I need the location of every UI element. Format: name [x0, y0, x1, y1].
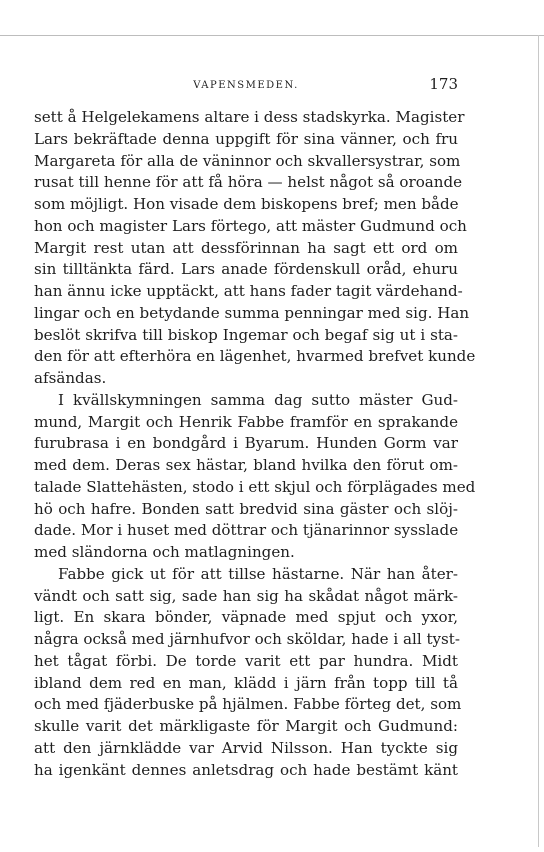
text-line: Lars bekräftade denna uppgift för sina vänner, och fru	[34, 129, 458, 148]
text-line: sin tilltänkta färd. Lars anade fördenskull oråd, ehuru	[34, 260, 458, 279]
running-title: VAPENSMEDEN.	[193, 80, 299, 91]
text-line: hon och magister Lars förtego, att mäster Gudmund och	[34, 216, 467, 235]
paragraph-end-line: med sländorna och matlagningen.	[34, 543, 295, 561]
text-line: mund, Margit och Henrik Fabbe framför en sprakande	[34, 412, 458, 431]
text-line: beslöt skrifva till biskop Ingemar och begaf sig ut i sta-	[34, 325, 458, 344]
text-line: ha igenkänt dennes anletsdrag och hade bestämt känt	[34, 760, 458, 779]
page-number: 173	[429, 75, 458, 93]
body-text	[34, 107, 476, 781]
text-line: het tågat förbi. De torde varit ett par hundra. Midt	[34, 651, 458, 670]
text-line: ibland dem red en man, klädd i järn från topp till tå	[34, 673, 458, 692]
text-line: talade Slattehästen, stodo i ett skjul och förplägades med	[34, 477, 476, 496]
text-line: några också med järnhufvor och sköldar, hade i all tyst-	[34, 630, 460, 648]
scan-border-top	[0, 35, 544, 36]
text-line: sett å Helgelekamens altare i dess stadskyrka. Magister	[34, 108, 465, 126]
paragraph-end-line: afsändas.	[34, 369, 107, 387]
text-line: ligt. En skara bönder, väpnade med spjut och yxor,	[34, 608, 458, 627]
text-line: med dem. Deras sex hästar, bland hvilka den förut om-	[34, 456, 458, 474]
text-line: som möjligt. Hon visade dem biskopens bref; men både	[34, 195, 459, 213]
text-line: Margit rest utan att dessförinnan ha sagt ett ord om	[34, 238, 458, 257]
paragraph-start-line: I kvällskymningen samma dag sutto mäster Gud-	[58, 390, 458, 409]
text-line: furubrasa i en bondgård i Byarum. Hunden Gorm var	[34, 434, 458, 453]
text-line: den för att efterhöra en lägenhet, hvarmed brefvet kunde	[34, 347, 476, 366]
text-line: lingar och en betydande summa penningar med sig. Han	[34, 303, 470, 322]
book-page	[34, 72, 476, 781]
paragraph-start-line: Fabbe gick ut för att tillse hästarne. När han åter-	[58, 564, 458, 583]
running-header	[34, 72, 458, 96]
text-line: dade. Mor i huset med döttrar och tjänarinnor sysslade	[34, 521, 459, 540]
text-line: och med fjäderbuske på hjälmen. Fabbe förteg det, som	[34, 695, 462, 714]
scan-border-right	[538, 35, 539, 847]
text-line: rusat till henne för att få höra — helst något så oroande	[34, 173, 463, 192]
text-line: att den järnklädde var Arvid Nilsson. Han tyckte sig	[34, 738, 458, 757]
text-line: hö och hafre. Bonden satt bredvid sina gäster och slöj-	[34, 499, 458, 518]
text-line: han ännu icke upptäckt, att hans fader tagit värdehand-	[34, 282, 463, 300]
text-line: vändt och satt sig, sade han sig ha skådat något märk-	[34, 586, 458, 605]
text-line: skulle varit det märkligaste för Margit och Gudmund:	[34, 717, 458, 735]
text-line: Margareta för alla de väninnor och skvallersystrar, som	[34, 151, 461, 170]
